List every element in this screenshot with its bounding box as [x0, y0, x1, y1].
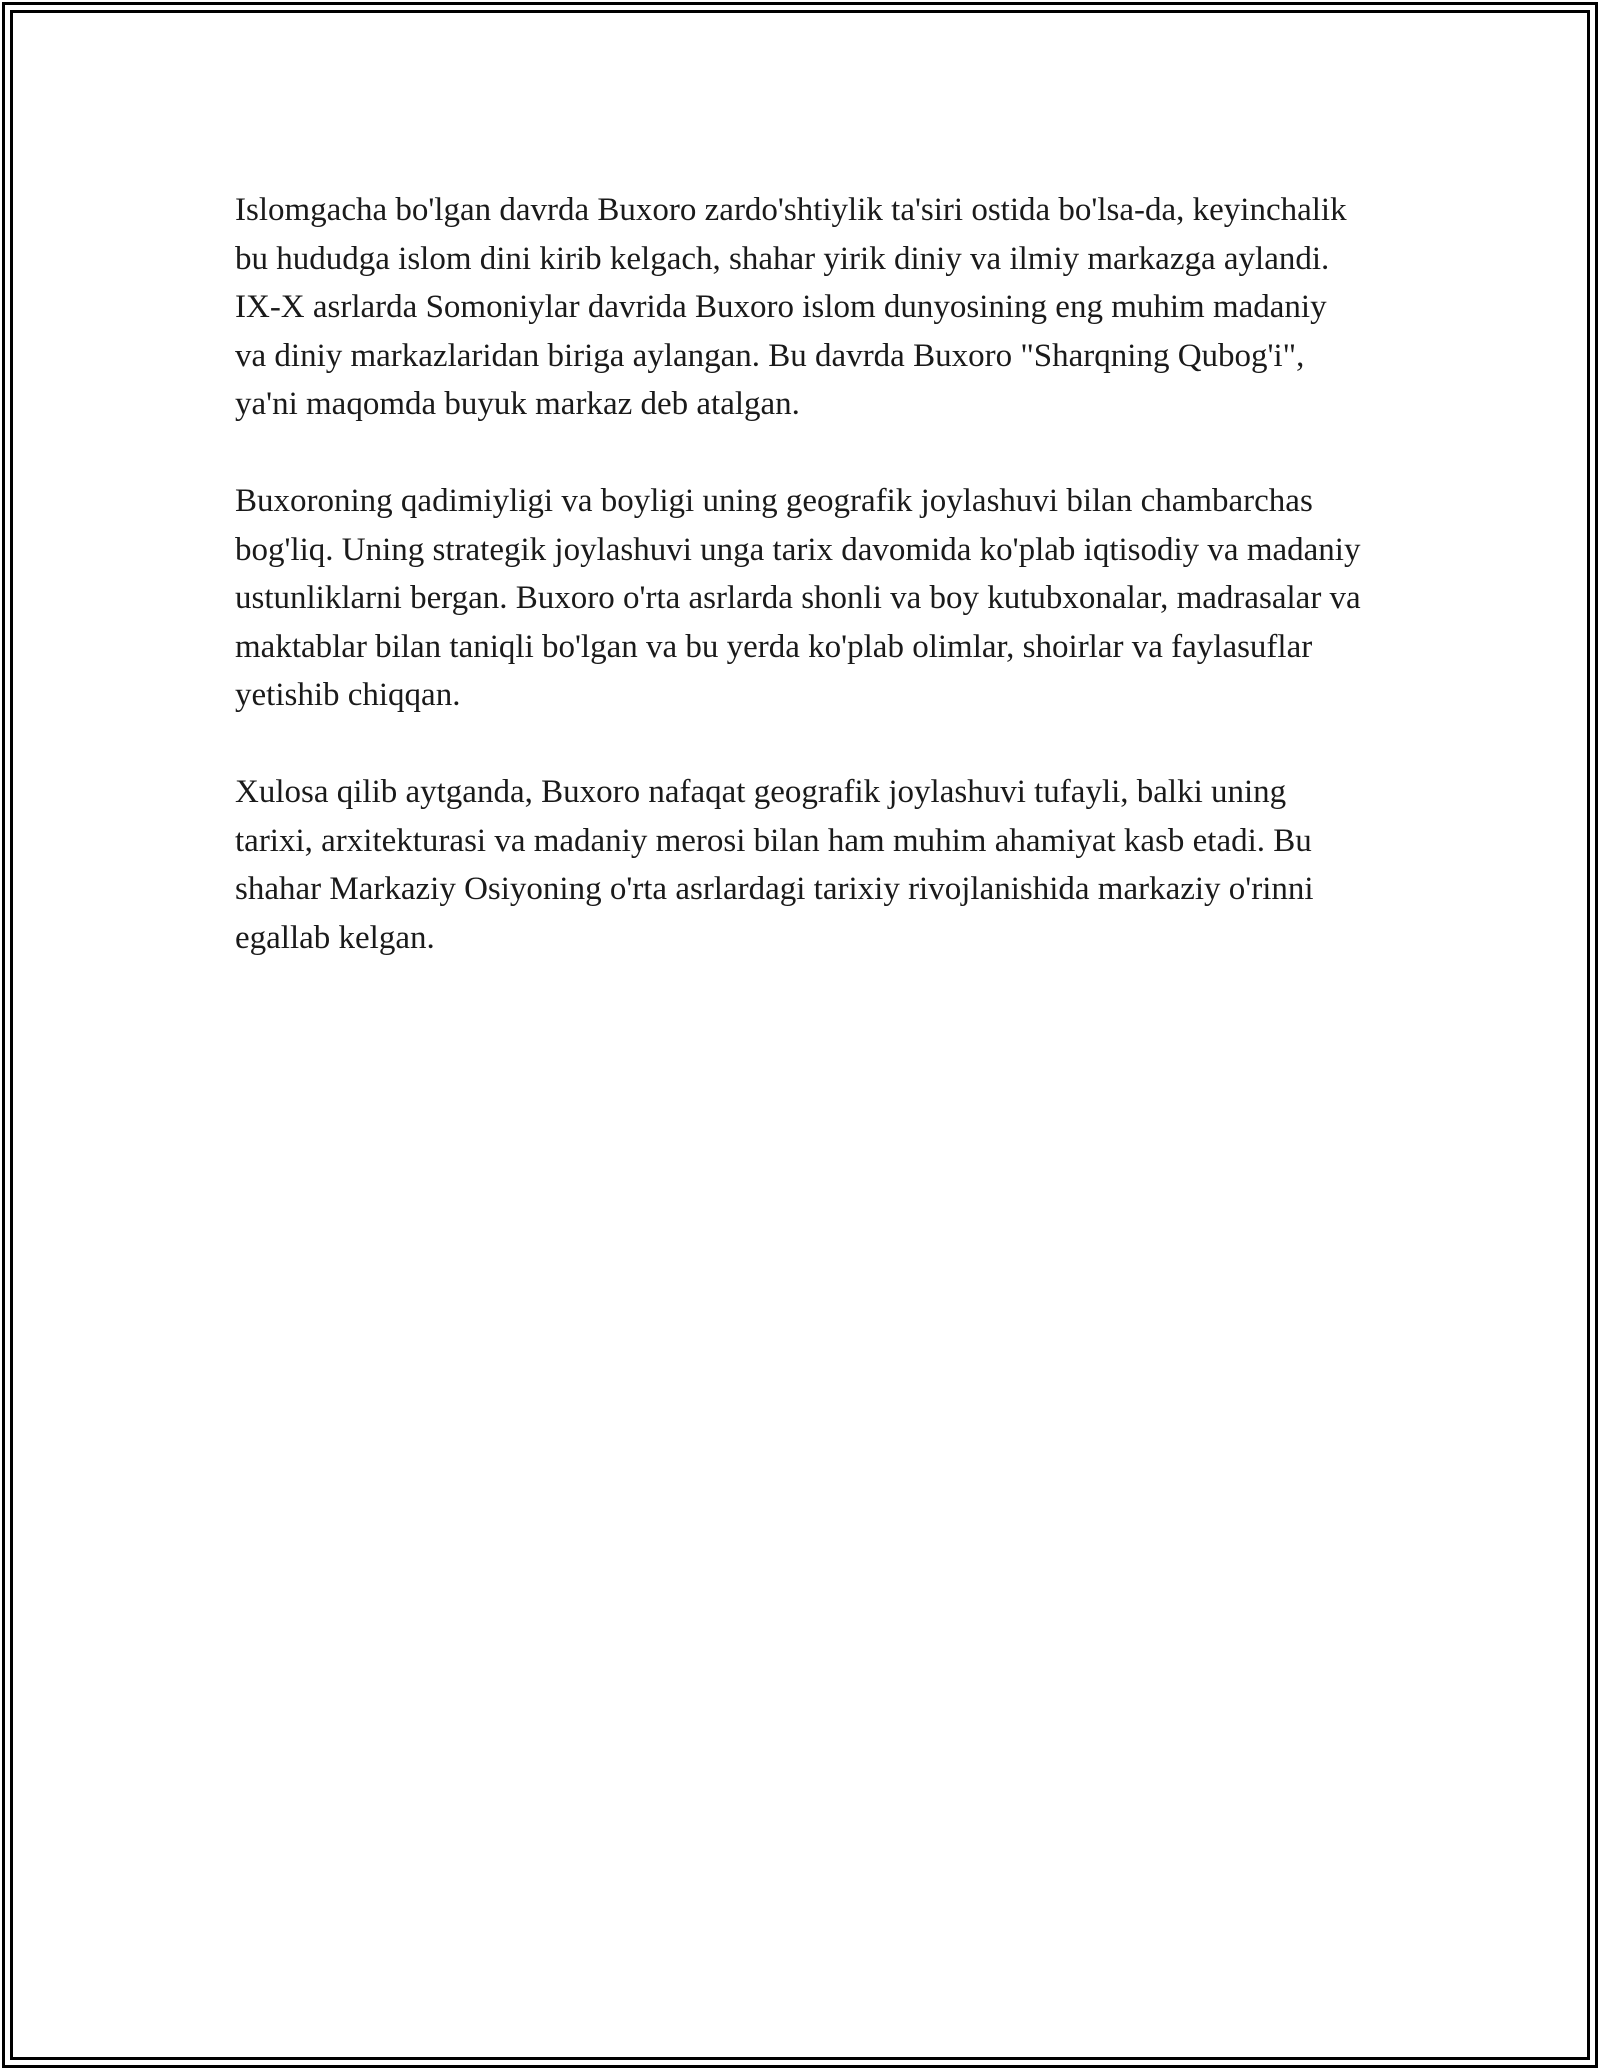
document-body: [235, 186, 1365, 1011]
paragraph-2: Buxoroning qadimiyligi va boyligi uning geografik joylashuvi bilan chambarchas bog'liq. Uning strategik joylashuvi unga tarix davomida ko'plab iqtisodiy va madaniy ustunliklarni bergan. Buxoro o'rta asrlarda shonli va boy kutubxonalar, madrasalar va maktablar bilan taniqli bo'lgan va bu yerda ko'plab olimlar, shoirlar va faylasuflar yetishib chiqqan.: [235, 483, 1361, 713]
paragraph-1: Islomgacha bo'lgan davrda Buxoro zardo'shtiylik ta'siri ostida bo'lsa-da, keyinchalik bu hududga islom dini kirib kelgach, shahar yirik diniy va ilmiy markazga aylandi. IX-X asrlarda Somoniylar davrida Buxoro islom dunyosining eng muhim madaniy va diniy markazlaridan biriga aylangan. Bu davrda Buxoro "Sharqning Qubog'i", ya'ni maqomda buyuk markaz deb atalgan.: [235, 192, 1347, 422]
paragraph-3: Xulosa qilib aytganda, Buxoro nafaqat geografik joylashuvi tufayli, balki uning tarixi, arxitekturasi va madaniy merosi bilan ham muhim ahamiyat kasb etadi. Bu shahar Markaziy Osiyoning o'rta asrlardagi tarixiy rivojlanishida markaziy o'rinni egallab kelgan.: [235, 774, 1314, 956]
